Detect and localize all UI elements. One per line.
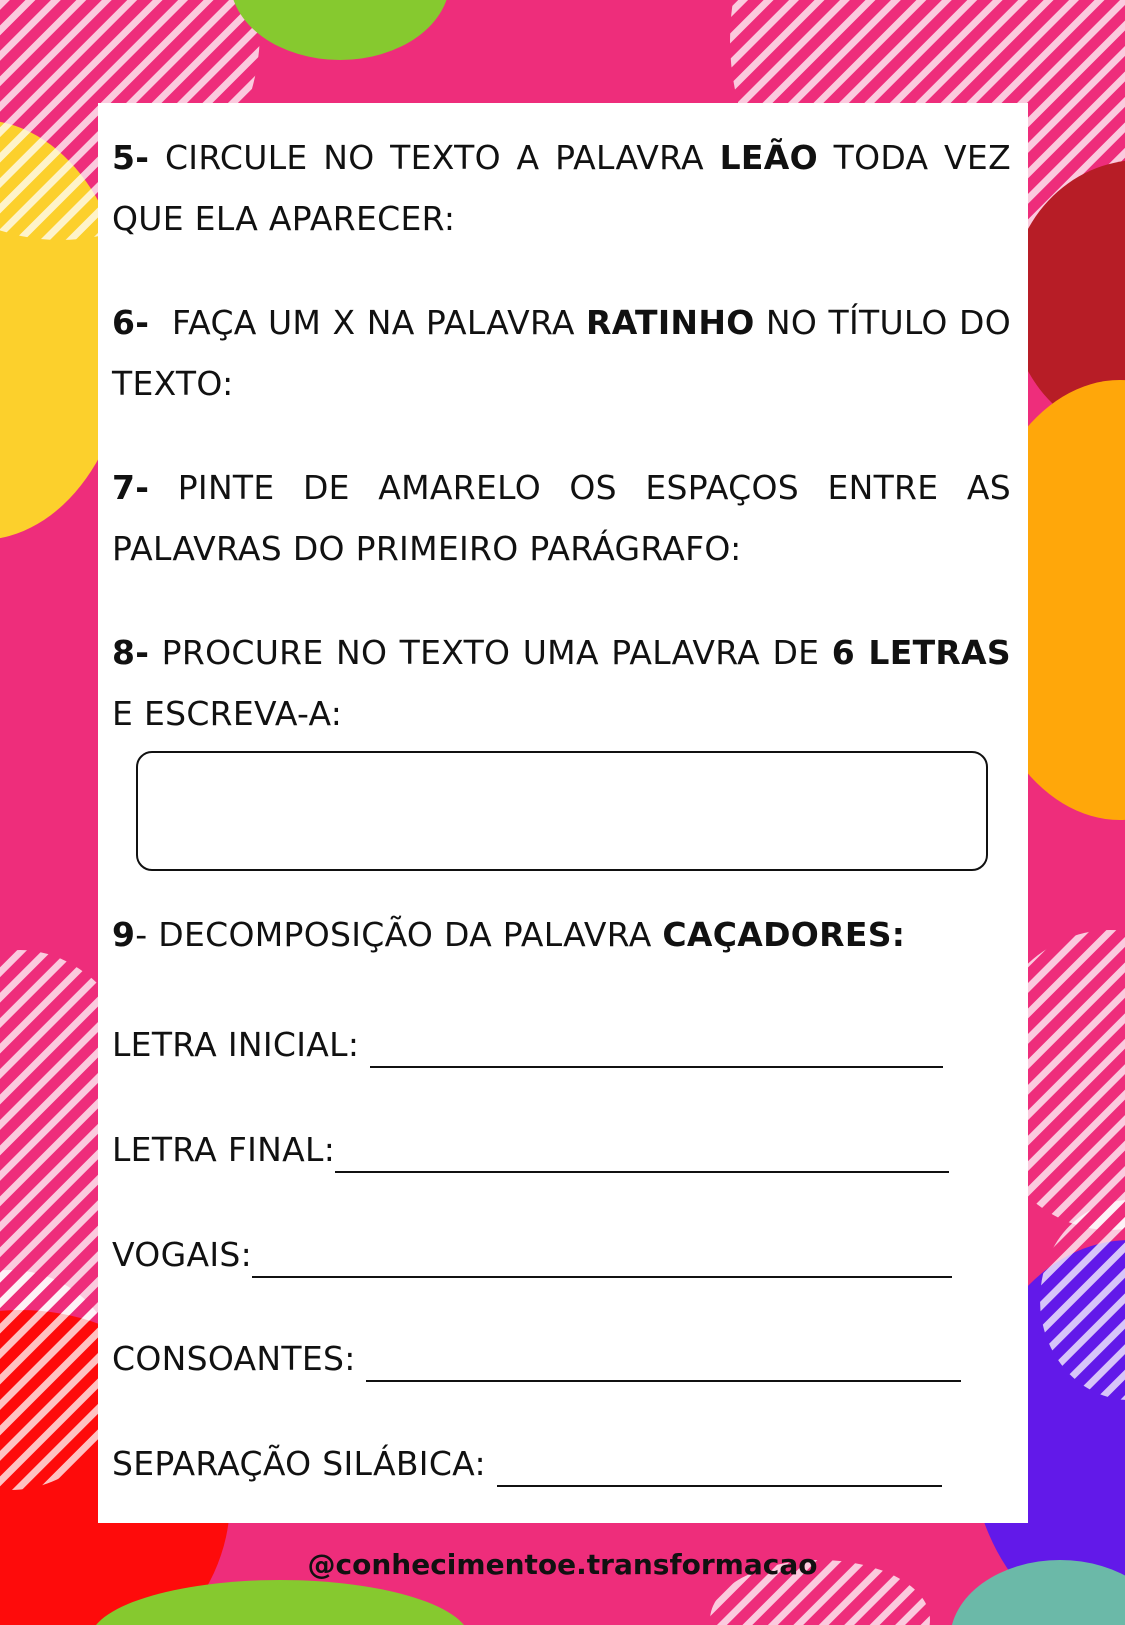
field-label: CONSOANTES: — [112, 1339, 367, 1378]
question-number: 8- — [112, 633, 150, 672]
social-handle: @conhecimentoe.transformacao — [307, 1548, 818, 1581]
answer-line[interactable] — [497, 1453, 942, 1487]
field-initial-letter — [112, 1018, 943, 1064]
field-label: VOGAIS: — [112, 1235, 253, 1274]
question-6: 6- FAÇA UM X NA PALAVRA RATINHO NO TÍTULO DO TEXTO: — [112, 303, 1011, 403]
answer-line[interactable] — [366, 1348, 961, 1382]
answer-line[interactable] — [335, 1139, 949, 1173]
worksheet-card — [98, 103, 1028, 1523]
answer-line[interactable] — [252, 1244, 952, 1278]
keyword: 6 LETRAS — [831, 633, 1012, 672]
question-7: 7- PINTE DE AMARELO OS ESPAÇOS ENTRE AS PALAVRAS DO PRIMEIRO PARÁGRAFO: — [112, 468, 1011, 568]
question-number: 9 — [112, 915, 136, 954]
field-vowels — [112, 1228, 952, 1274]
field-final-letter — [112, 1123, 949, 1169]
question-8: 8- PROCURE NO TEXTO UMA PALAVRA DE 6 LETRAS E ESCREVA-A: — [112, 633, 1012, 733]
field-syllables — [112, 1437, 942, 1483]
question-number: 5- — [112, 138, 150, 177]
keyword: RATINHO — [586, 303, 755, 342]
question-number: 6- — [112, 303, 150, 342]
field-consonants — [112, 1332, 961, 1378]
answer-line[interactable] — [370, 1034, 943, 1068]
question-number: 7- — [112, 468, 150, 507]
field-label: LETRA INICIAL: — [112, 1025, 371, 1064]
field-label: SEPARAÇÃO SILÁBICA: — [112, 1444, 497, 1483]
question-9: 9- DECOMPOSIÇÃO DA PALAVRA CAÇADORES: — [112, 915, 906, 954]
keyword: CAÇADORES: — [662, 915, 906, 954]
field-label: LETRA FINAL: — [112, 1130, 336, 1169]
question-5: 5- CIRCULE NO TEXTO A PALAVRA LEÃO TODA VEZ QUE ELA APARECER: — [112, 138, 1011, 238]
answer-box[interactable] — [136, 751, 988, 871]
keyword: LEÃO — [719, 138, 818, 177]
